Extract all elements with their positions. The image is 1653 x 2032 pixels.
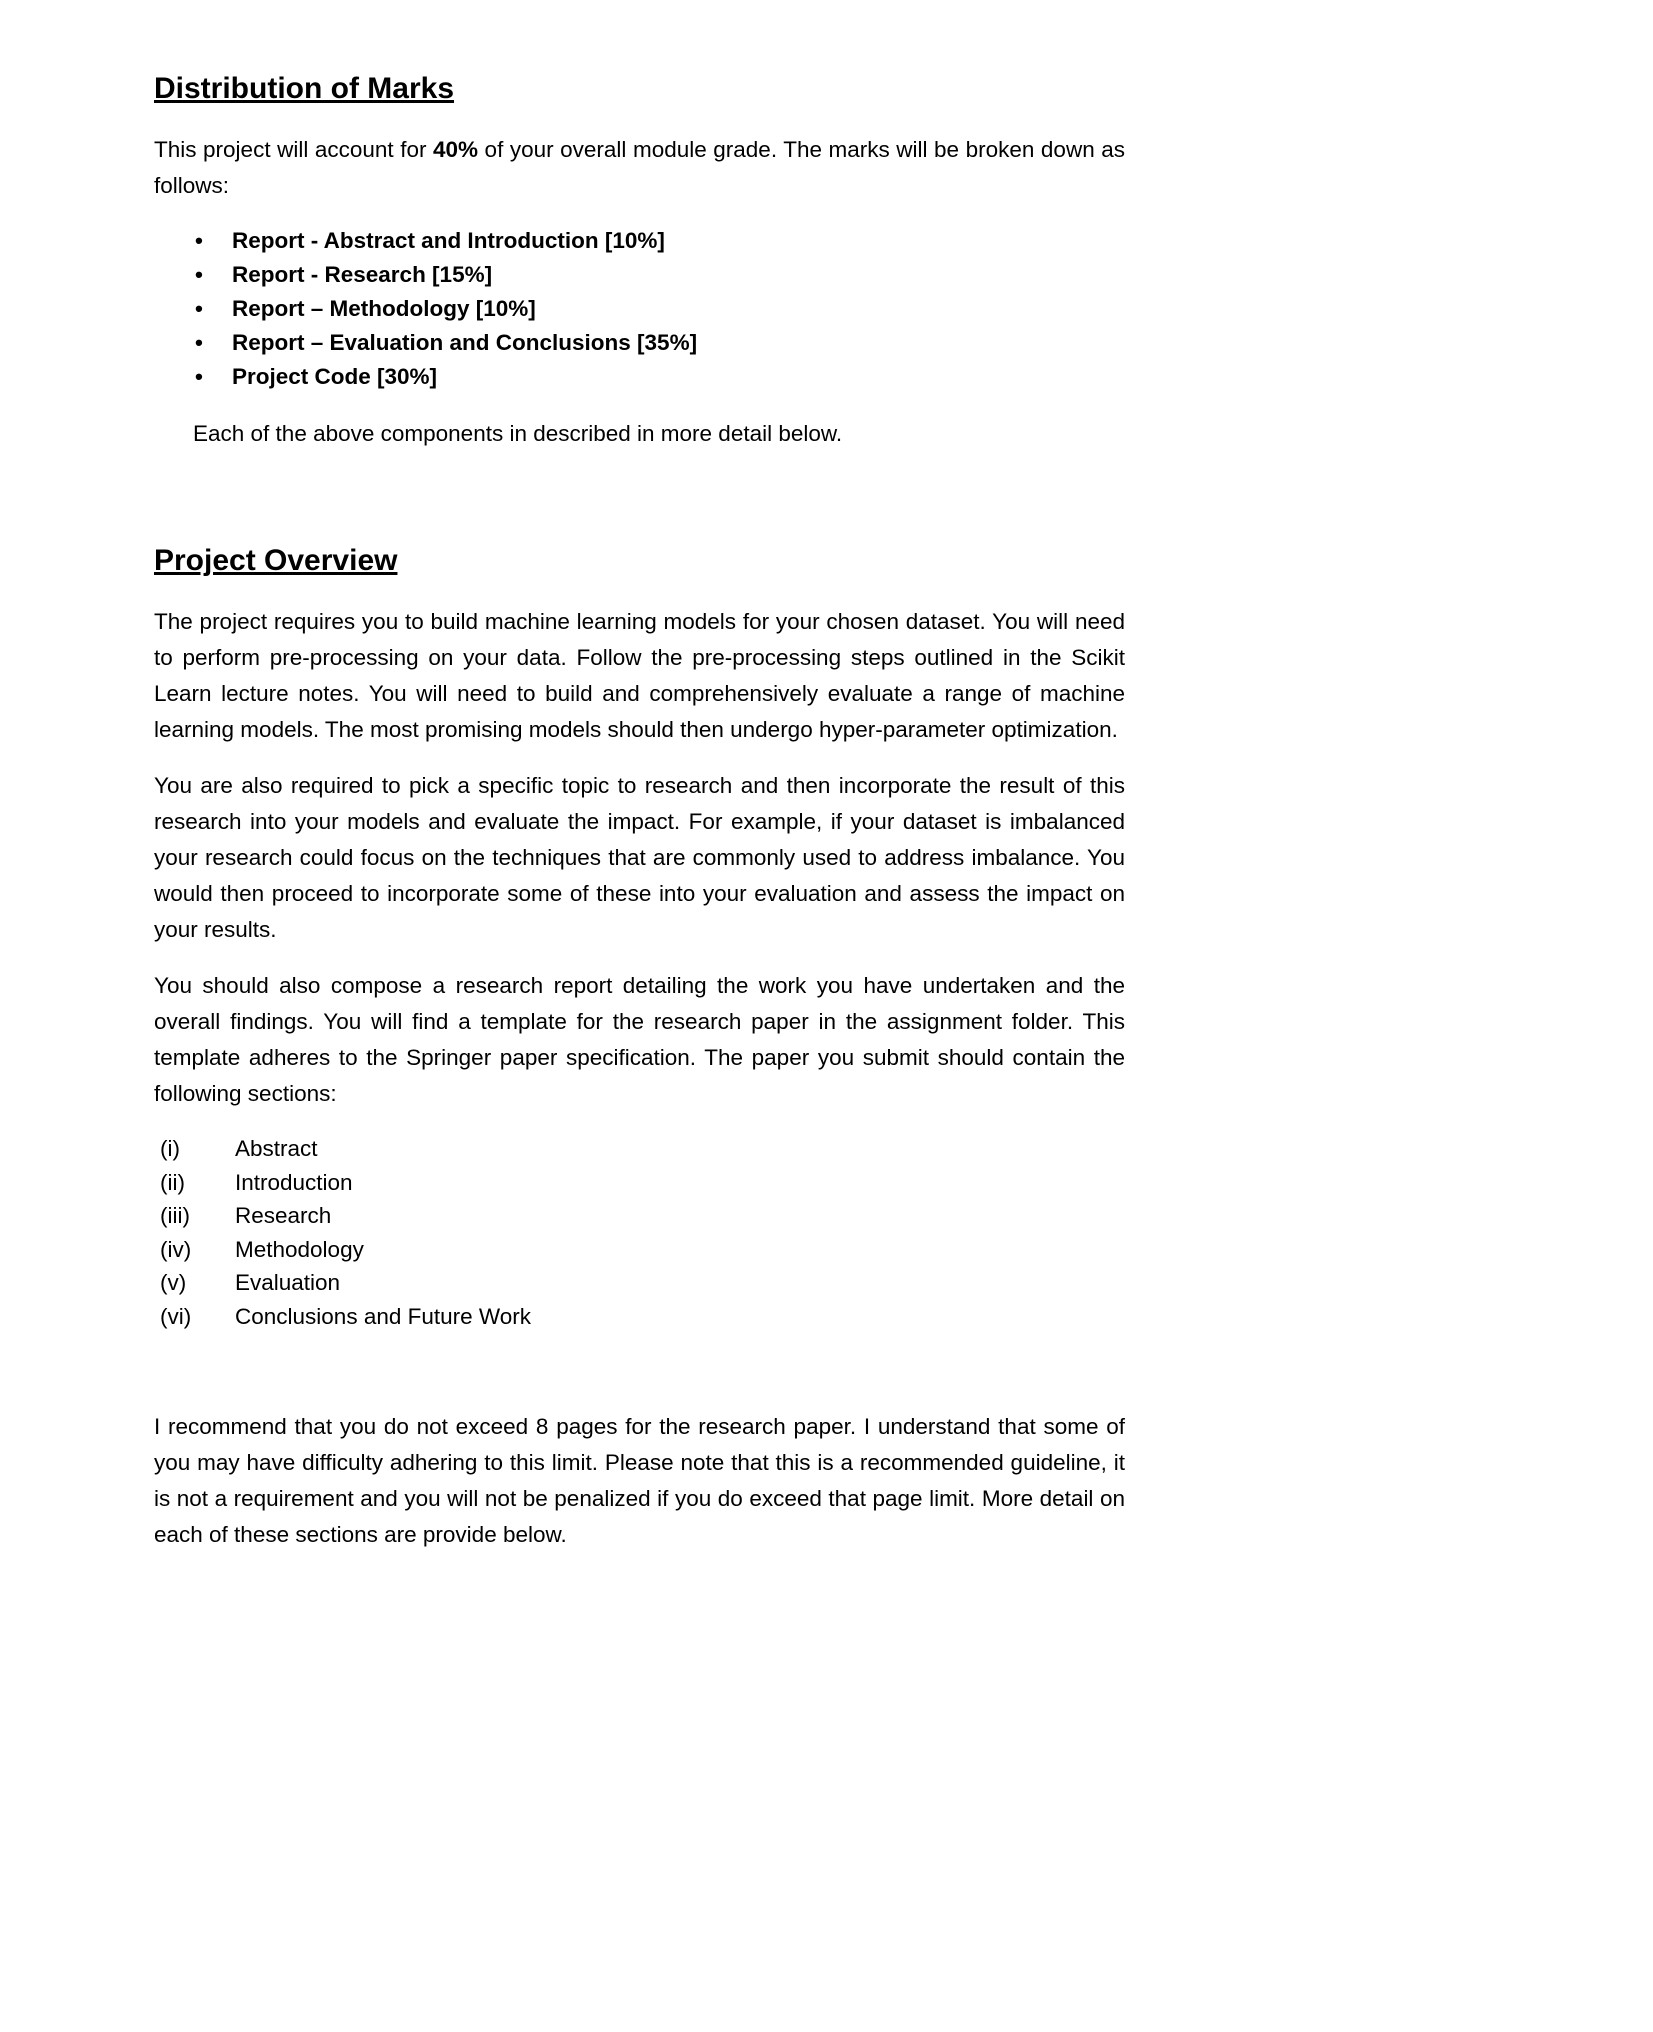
overview-paragraph-1: The project requires you to build machine learning models for your chosen dataset. You will need to perform pre-processing on your data. Follow the pre-processing steps outlined in the Scikit Learn lecture notes. You will need to build and comprehensively evaluate a range of machine learning models. The most promising models should then undergo hyper-parameter optimization. xyxy=(154,609,1125,742)
list-item xyxy=(154,326,1125,360)
roman-item-label: Abstract xyxy=(235,1136,318,1161)
list-item xyxy=(154,1199,1125,1233)
bullet-item-label: Report - Research [15%] xyxy=(232,262,493,287)
roman-item-label: Introduction xyxy=(235,1169,353,1195)
paper-sections-list xyxy=(154,1132,1125,1333)
list-item xyxy=(154,1300,1125,1334)
bullet-icon: • xyxy=(195,228,203,253)
roman-numeral: (iii) xyxy=(160,1203,190,1228)
roman-numeral: (i) xyxy=(160,1136,180,1161)
bullet-item-label: Report – Methodology [10%] xyxy=(232,296,536,321)
list-item xyxy=(154,360,1125,394)
overview-paragraph-3: You should also compose a research report detailing the work you have undertaken and the overall findings. You will find a template for the research paper in the assignment folder. This template adheres to the Springer paper specification. The paper you submit should contain the following sections: xyxy=(154,973,1125,1106)
section-distribution-of-marks xyxy=(154,72,1125,452)
heading-distribution-of-marks: Distribution of Marks xyxy=(154,72,455,105)
intro-paragraph xyxy=(154,132,1125,204)
bullet-item-label: Report – Evaluation and Conclusions [35%] xyxy=(232,330,698,355)
list-item xyxy=(154,258,1125,292)
intro-bold-percentage: 40% xyxy=(432,137,479,162)
bullet-item-label: Project Code [30%] xyxy=(232,364,438,389)
list-item xyxy=(154,1132,1125,1166)
roman-item-label: Methodology xyxy=(235,1236,364,1262)
list-item xyxy=(154,224,1125,258)
list-item xyxy=(154,1166,1125,1200)
roman-item-label: Conclusions and Future Work xyxy=(235,1303,531,1329)
section-project-overview xyxy=(154,544,1125,1553)
intro-text-after: of your overall module grade. The marks will be broken down as follows: xyxy=(154,137,1125,198)
bullet-icon: • xyxy=(195,364,203,389)
page-limit-paragraph: I recommend that you do not exceed 8 pages for the research paper. I understand that some of you may have difficulty adhering to this limit. Please note that this is a recommended guideline, it is not a requirement and you will not be penalized if you do exceed that page limit. More detail on each of these sections are provide below. xyxy=(154,1414,1125,1547)
roman-numeral: (vi) xyxy=(160,1303,192,1329)
roman-numeral: (ii) xyxy=(160,1169,185,1195)
marks-bullet-list xyxy=(154,224,1125,394)
bullet-icon: • xyxy=(195,330,203,355)
bullet-icon: • xyxy=(195,262,203,287)
roman-numeral: (v) xyxy=(160,1270,187,1295)
list-item xyxy=(154,1266,1125,1300)
roman-item-label: Evaluation xyxy=(235,1270,341,1295)
bullet-icon: • xyxy=(195,296,203,321)
heading-project-overview: Project Overview xyxy=(154,544,398,577)
roman-item-label: Research xyxy=(235,1203,332,1228)
marks-closing-paragraph: Each of the above components in described in more detail below. xyxy=(193,421,843,446)
list-item xyxy=(154,292,1125,326)
list-item xyxy=(154,1233,1125,1267)
bullet-item-label: Report - Abstract and Introduction [10%] xyxy=(232,228,665,253)
overview-paragraph-2: You are also required to pick a specific topic to research and then incorporate the result of this research into your models and evaluate the impact. For example, if your dataset is imbalanced your research could focus on the techniques that are commonly used to address imbalance. You would then proceed to incorporate some of these into your evaluation and assess the impact on your results. xyxy=(154,773,1125,942)
intro-text-before: This project will account for xyxy=(154,137,433,162)
roman-numeral: (iv) xyxy=(160,1236,192,1262)
